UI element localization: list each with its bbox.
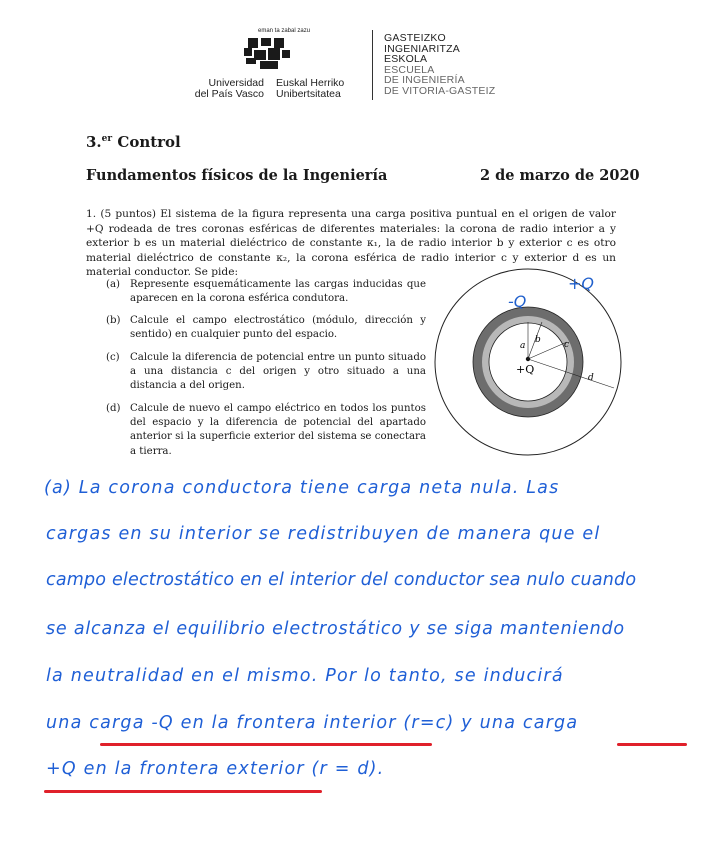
part-label: (a) [106, 279, 121, 290]
school-line: ESCUELA [384, 63, 435, 76]
university-logo [190, 28, 360, 100]
part-text: Calcule el campo electrostático (módulo, dirección y sentido) en cualquier punto del espacio. [130, 315, 426, 341]
control-number: 3. [86, 133, 102, 151]
university-name-eu-1: Euskal Herriko [276, 77, 345, 89]
exam-date: 2 de marzo de 2020 [480, 167, 640, 184]
school-line: GASTEIZKO [384, 32, 446, 44]
problem-part [106, 402, 426, 459]
control-word: Control [117, 133, 181, 151]
radius-b-label: b [535, 335, 541, 345]
answer-line: +Q en la frontera exterior (r = d). [46, 759, 385, 779]
school-name [384, 33, 495, 97]
answer-line: se alcanza el equilibrio electrostático y se siga manteniendo [46, 619, 625, 639]
spherical-shells-figure [432, 262, 632, 462]
school-line: DE INGENIERÍA [384, 74, 465, 87]
control-sup: er [101, 134, 113, 144]
hand-plus-q: +Q [568, 274, 594, 293]
course-title: Fundamentos físicos de la Ingeniería [86, 167, 388, 184]
answer-line: cargas en su interior se redistribuyen de manera que el [46, 524, 601, 544]
emblem-icon [244, 36, 296, 70]
emblem-caption: eman ta zabal zazu [258, 28, 311, 34]
school-line: DE VITORIA-GASTEIZ [384, 84, 496, 97]
university-name-es-1: Universidad [208, 77, 264, 89]
underline-inner-charge [100, 743, 432, 746]
radius-c-label: c [564, 340, 570, 350]
part-text: Calcule la diferencia de potencial entre un punto situado a una distancia c del origen y otro situado a una distancia a del origen. [130, 352, 426, 392]
university-name-es-2: del País Vasco [194, 88, 264, 100]
answer-line: (a) La corona conductora tiene carga neta nula. Las [44, 478, 560, 498]
problem-intro: 1. (5 puntos) El sistema de la figura representa una carga positiva puntual en el origen de valor +Q rodeada de tres coronas esféricas de diferentes materiales: la corona de radio interior a y exterior b es un material dieléctrico de constante κ₁, la de radio interior b y exterior c es otro material dieléctrico de constante κ₂, la corona esférica de radio interior c y exterior d es un material conductor. Se pide: [86, 208, 616, 279]
problem-part [106, 351, 426, 394]
part-label: (b) [106, 315, 121, 326]
university-name-eu-2: Unibertsitatea [276, 88, 341, 100]
part-text: Calcule de nuevo el campo eléctrico en todos los puntos del espacio y la diferencia de potencial del apartado anterior si la superficie exterior del sistema se conectara a tierra. [130, 403, 426, 457]
hand-minus-q: -Q [508, 292, 527, 311]
control-title [86, 133, 181, 151]
underline-outer-charge [44, 790, 322, 793]
answer-line: campo electrostático en el interior del conductor sea nulo cuando [46, 570, 637, 590]
problem-part [106, 314, 426, 342]
part-label: (d) [106, 403, 121, 414]
header-divider [372, 30, 373, 100]
underline-carga [617, 743, 687, 746]
radius-d-label: d [588, 373, 594, 383]
school-line: INGENIARITZA [384, 42, 460, 55]
problem-part [106, 278, 426, 306]
answer-line: la neutralidad en el mismo. Por lo tanto, se inducirá [46, 666, 564, 686]
school-line: ESKOLA [384, 53, 428, 66]
answer-line: una carga -Q en la frontera interior (r=c) y una carga [46, 713, 579, 733]
part-text: Represente esquemáticamente las cargas inducidas que aparecen en la corona esférica condutora. [130, 279, 426, 305]
part-label: (c) [106, 352, 120, 363]
radius-a-label: a [520, 341, 526, 351]
center-charge-label: +Q [516, 363, 535, 376]
